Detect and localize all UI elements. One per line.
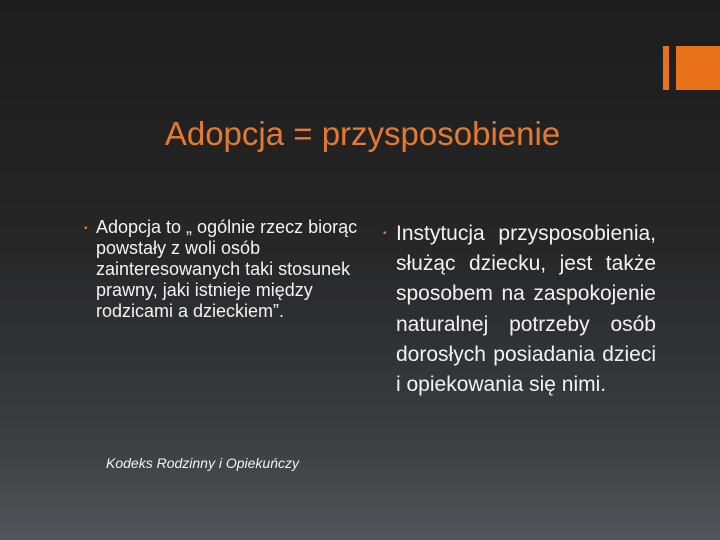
right-bullet-text: Instytucja przysposobienia, służąc dziecku, jest także sposobem na zaspokojenie naturalnej potrzeby osób dorosłych posiadania dzieci i opiekowania się nimi. <box>396 222 656 397</box>
source-citation: Kodeks Rodzinny i Opiekuńczy <box>106 455 299 471</box>
accent-bar-thin <box>663 46 669 90</box>
right-bullet-icon: ▪ <box>383 228 387 239</box>
left-bullet-text: Adopcja to „ ogólnie rzecz biorąc powstały z woli osób zainteresowanych taki stosunek prawny, jaki istnieje między rodzicami a dzieckiem”. <box>96 217 358 321</box>
left-bullet-icon: ▪ <box>84 223 88 234</box>
accent-bar-thick <box>676 46 720 90</box>
slide-title: Adopcja = przysposobienie <box>164 115 561 152</box>
